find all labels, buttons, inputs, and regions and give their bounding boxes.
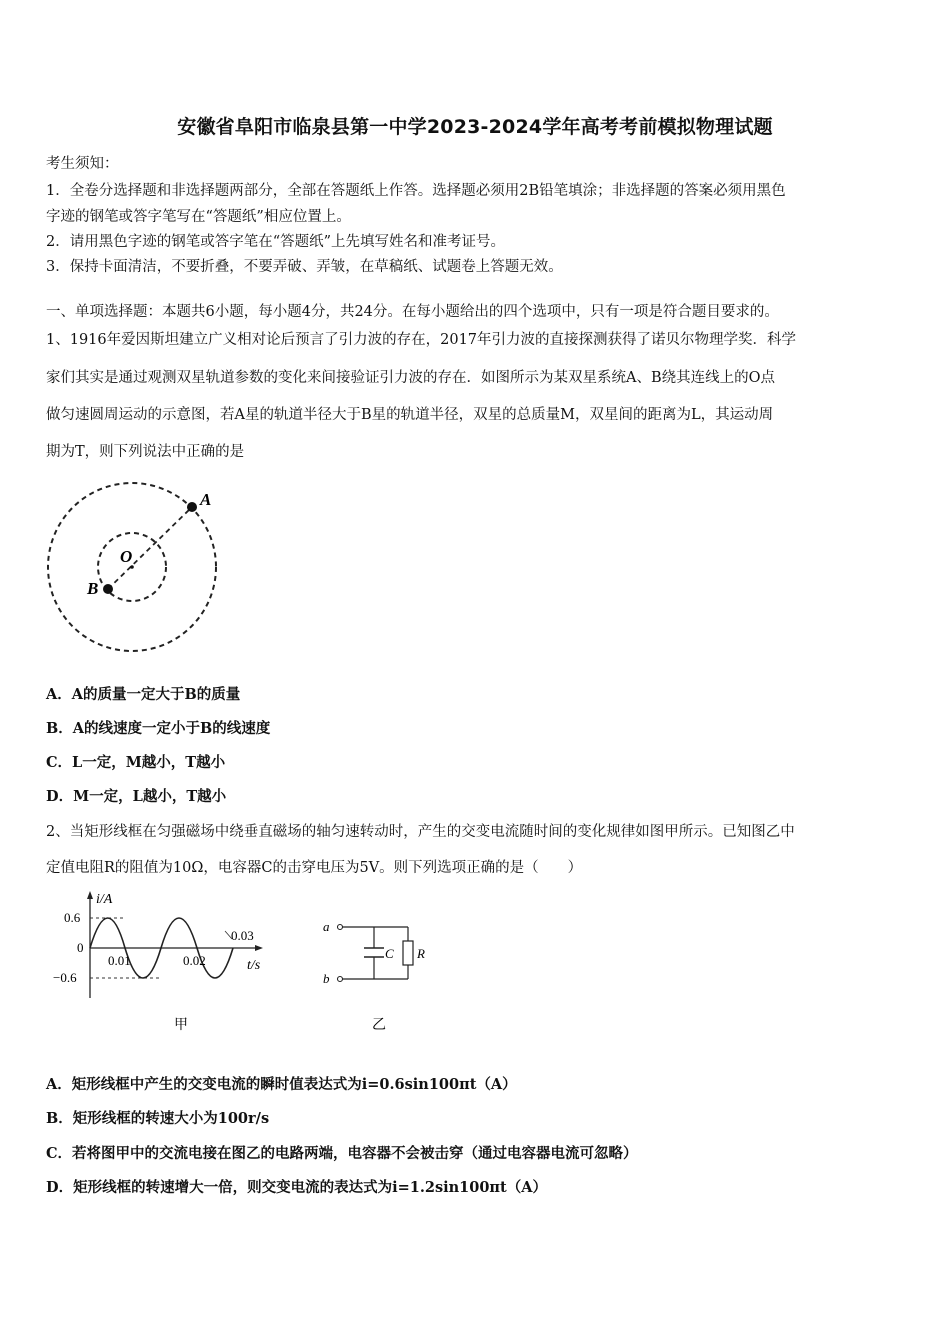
notice-heading: 考生须知： [46,156,119,172]
star-b [103,584,113,594]
y-axis-label: i/A [96,892,113,907]
label-resistor: R [417,946,425,961]
q2-option-a: A．矩形线框中产生的交变电流的瞬时值表达式为i=0.6sin100πt（A） [46,1076,517,1093]
y-tick-zero: 0 [77,940,84,955]
notice-line-1a: 1．全卷分选择题和非选择题两部分，全部在答题纸上作答。选择题必须用2B铅笔填涂；非选择题的答案必须用黑色 [46,183,786,199]
label-capacitor: C [385,946,394,961]
q1-option-c: C．L一定，M越小，T越小 [46,754,226,771]
label-b: B [87,579,99,598]
q1-option-d: D．M一定，L越小，T越小 [46,788,227,805]
label-a: A [200,490,212,509]
resistor [403,941,413,965]
label-b-terminal: b [323,971,330,986]
x-axis-label: t/s [247,958,261,973]
star-a [187,502,197,512]
binary-star-figure [40,470,230,660]
terminal-b [338,977,343,982]
q2-option-d: D．矩形线框的转速增大一倍，则交变电流的表达式为i=1.2sin100πt（A） [46,1179,547,1196]
q1-stem-line-1: 1、1916年爱因斯坦建立广义相对论后预言了引力波的存在，2017年引力波的直接探测获得了诺贝尔物理学奖．科学 [46,332,797,348]
q2-stem-line-1: 2、当矩形线框在匀强磁场中绕垂直磁场的轴匀速转动时，产生的交变电流随时间的变化规律如图甲所示。已知图乙中 [46,824,795,840]
q2-option-b: B．矩形线框的转速大小为100r/s [46,1110,270,1127]
y-tick-top: 0.6 [64,910,81,925]
q1-stem-line-2: 家们其实是通过观测双星轨道参数的变化来间接验证引力波的存在．如图所示为某双星系统A、B绕其连线上的O点 [46,370,776,386]
q1-option-a: A．A的质量一定大于B的质量 [46,686,241,703]
q1-stem-line-3: 做匀速圆周运动的示意图，若A星的轨道半径大于B星的轨道半径，双星的总质量M，双星间的距离为L，其运动周 [46,407,774,423]
page-title: 安徽省阜阳市临泉县第一中学2023-2024学年高考考前模拟物理试题 [177,116,773,138]
q2-option-c: C．若将图甲中的交流电接在图乙的电路两端，电容器不会被击穿（通过电容器电流可忽略） [46,1145,638,1162]
x-tick-3: 0.03 [231,928,254,943]
x-tick-1: 0.01 [108,953,131,968]
section-heading: 一、单项选择题：本题共6小题，每小题4分，共24分。在每小题给出的四个选项中，只有一项是符合题目要求的。 [46,304,779,320]
notice-line-3: 3．保持卡面清洁，不要折叠，不要弄破、弄皱，在草稿纸、试题卷上答题无效。 [46,259,563,275]
circuit-caption: 乙 [372,1018,386,1033]
y-tick-bottom: −0.6 [53,970,77,985]
q2-stem-line-2: 定值电阻R的阻值为10Ω，电容器C的击穿电压为5V。则下列选项正确的是（ ） [46,860,583,876]
notice-line-2: 2．请用黑色字迹的钢笔或答字笔在“答题纸”上先填写姓名和准考证号。 [46,234,506,250]
graph-caption: 甲 [174,1018,188,1033]
rc-circuit-diagram [318,912,428,1038]
q1-option-b: B．A的线速度一定小于B的线速度 [46,720,271,737]
y-axis-arrow [87,891,93,899]
label-o: O [120,547,133,566]
x-tick-2: 0.02 [183,953,206,968]
current-time-graph [50,888,290,1038]
x-axis-arrow [255,945,263,951]
q1-stem-line-4: 期为T，则下列说法中正确的是 [46,444,245,460]
notice-line-1b: 字迹的钢笔或答字笔写在“答题纸”相应位置上。 [46,209,351,225]
terminal-a [338,925,343,930]
label-a-terminal: a [323,919,330,934]
